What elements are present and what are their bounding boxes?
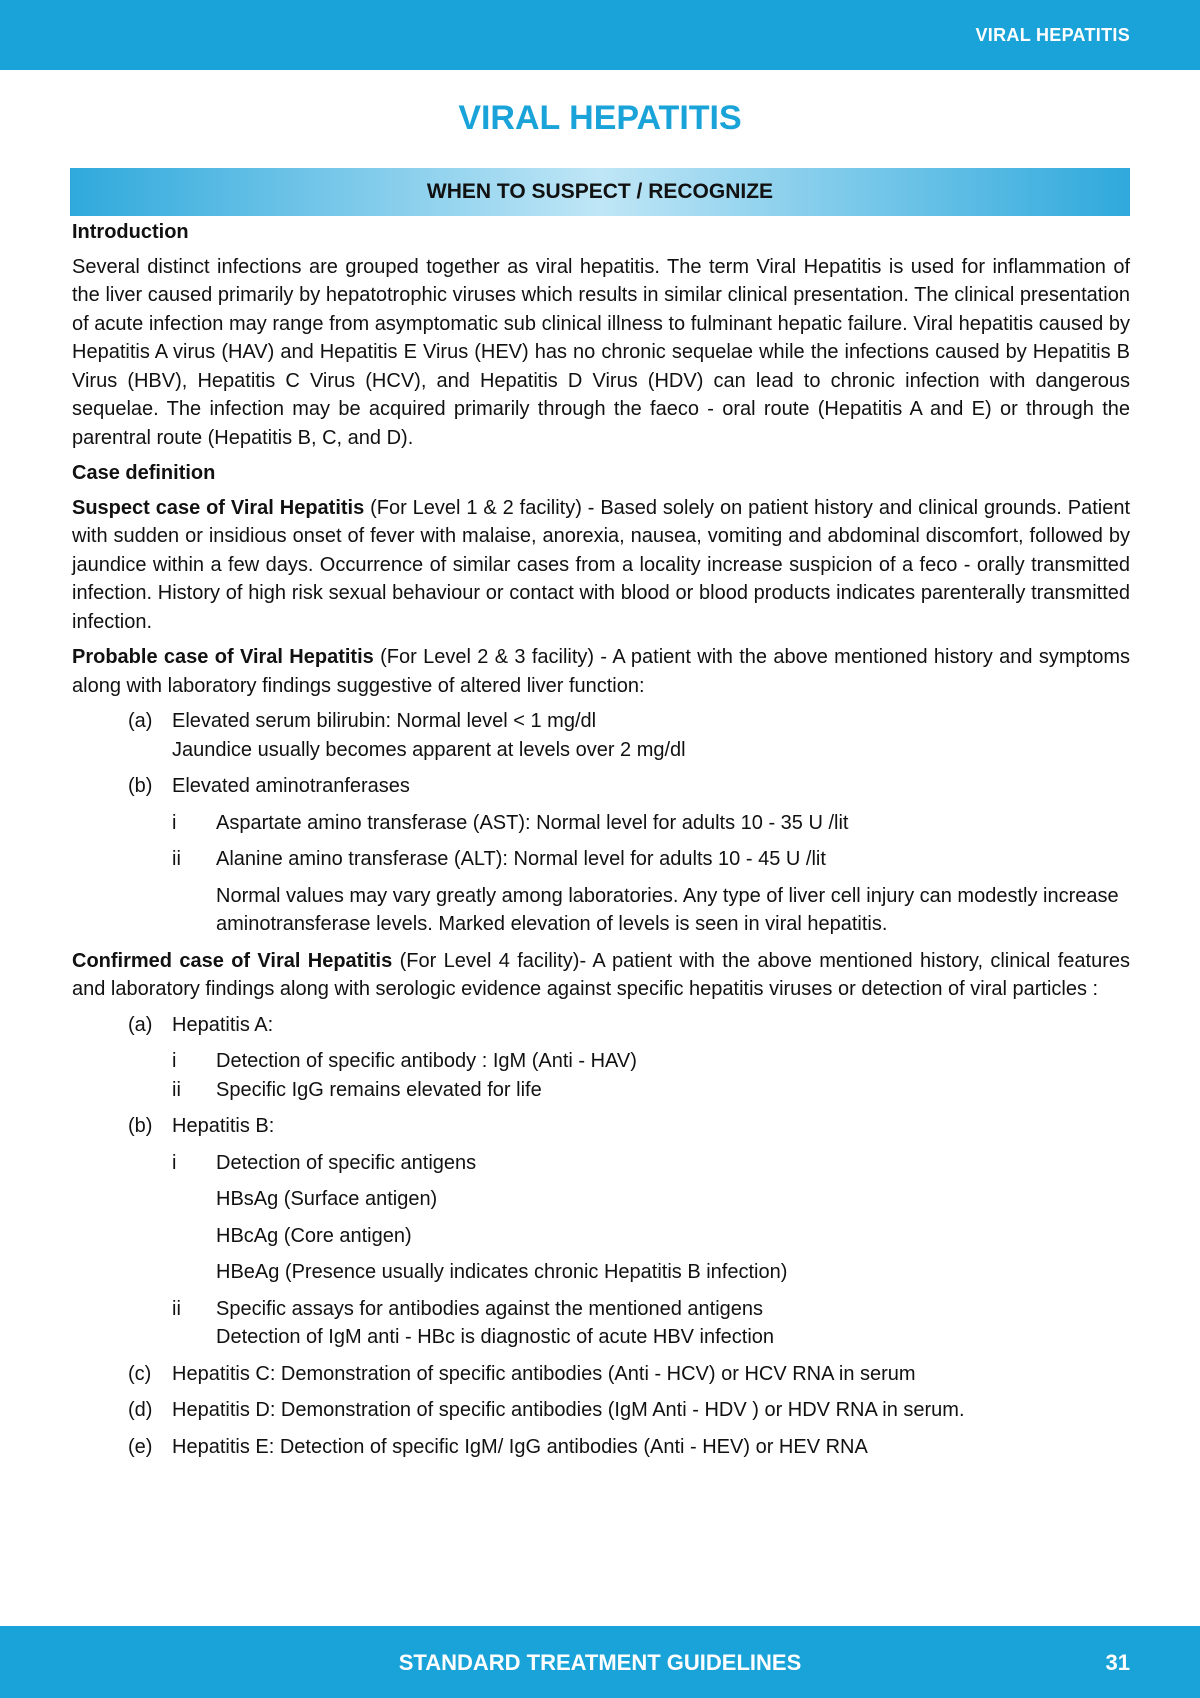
probable-case-paragraph xyxy=(72,643,1130,700)
suspect-case-paragraph xyxy=(72,494,1130,637)
sub-item xyxy=(172,809,1130,838)
hav-igm-text: Detection of specific antibody : IgM (Anti - HAV) xyxy=(216,1050,637,1072)
list-item xyxy=(128,1011,1130,1040)
list-item xyxy=(128,1360,1130,1389)
alt-text: Alanine amino transferase (ALT): Normal level for adults 10 - 45 U /lit xyxy=(216,848,826,870)
sub-item-label: ii xyxy=(172,1297,181,1320)
bilirubin-normal-text: Elevated serum bilirubin: Normal level < 1 mg/dl xyxy=(172,710,597,732)
confirmed-case-label: Confirmed case of Viral Hepatitis xyxy=(72,949,393,972)
sub-item xyxy=(172,1076,1130,1105)
list-item xyxy=(128,707,1130,764)
item-label: (b) xyxy=(128,775,153,797)
confirmed-case-text: (For Level 4 facility)- A patient with the above mentioned history, clinical features and laboratory findings along with serologic evidence against specific hepatitis viruses or detection of viral particles : xyxy=(72,949,1130,1000)
introduction-paragraph: Several distinct infections are grouped together as viral hepatitis. The term Viral Hepatitis is used for inflammation of the liver caused primarily by hepatotrophic viruses which results in similar clinical presentation. The clinical presentation of acute infection may range from asymptomatic sub clinical illness to fulminant hepatic failure. Viral hepatitis caused by Hepatitis A virus (HAV) and Hepatitis E Virus (HEV) has no chronic sequelae while the infections caused by Hepatitis B Virus (HBV), Hepatitis C Virus (HCV), and Hepatitis D Virus (HDV) can lead to chronic infection with dangerous sequelae. The infection may be acquired primarily through the faeco - oral route (Hepatitis A and E) or through the parentral route (Hepatitis B, C, and D). xyxy=(72,255,1130,449)
hepatitis-b-text: Hepatitis B: xyxy=(172,1115,275,1137)
probable-case-label: Probable case of Viral Hepatitis xyxy=(72,646,374,668)
suspect-case-label: Suspect case of Viral Hepatitis xyxy=(72,496,365,519)
confirmed-case-paragraph xyxy=(72,947,1130,1004)
probable-case-text: (For Level 2 & 3 facility) - A patient with the above mentioned history and symptoms along with laboratory findings suggestive of altered liver function: xyxy=(72,646,1130,697)
list-item xyxy=(128,1433,1130,1462)
sub-item-label: i xyxy=(172,1050,177,1072)
hbv-antibody-assays-text: Specific assays for antibodies against the mentioned antigens xyxy=(216,1297,764,1320)
section-heading-band: WHEN TO SUSPECT / RECOGNIZE xyxy=(70,168,1130,216)
hav-igg-text: Specific IgG remains elevated for life xyxy=(216,1078,542,1101)
hepatitis-d-text: Hepatitis D: Demonstration of specific antibodies (IgM Anti - HDV ) or HDV RNA in serum. xyxy=(172,1399,965,1421)
suspect-case-text: (For Level 1 & 2 facility) - Based solely on patient history and clinical grounds. Patient with sudden or insidious onset of fever with malaise, anorexia, nausea, vomiting and abdominal discomfort, followed by jaundice within a few days. Occurrence of similar cases from a locality increase suspicion of a feco - orally transmitted infection. History of high risk sexual behaviour or contact with blood or blood products indicates parenterally transmitted infection. xyxy=(72,496,1130,633)
sub-item xyxy=(172,1149,1130,1178)
top-header-bar xyxy=(0,0,1200,70)
ast-text: Aspartate amino transferase (AST): Normal level for adults 10 - 35 U /lit xyxy=(216,811,849,834)
sub-item-label: i xyxy=(172,811,177,834)
case-definition-heading: Case definition xyxy=(72,462,216,484)
sub-item-label: i xyxy=(172,1151,177,1174)
sub-item-label: ii xyxy=(172,848,181,870)
item-label: (b) xyxy=(128,1115,153,1137)
item-label: (e) xyxy=(128,1435,153,1458)
hbcag-text: HBcAg (Core antigen) xyxy=(216,1224,412,1247)
running-header-title: VIRAL HEPATITIS xyxy=(975,25,1130,45)
page-number: 31 xyxy=(1105,1650,1130,1675)
list-item xyxy=(128,772,1130,801)
lab-values-note: Normal values may vary greatly among laboratories. Any type of liver cell injury can modestly increase aminotransferase levels. Marked elevation of levels is seen in viral hepatitis. xyxy=(216,884,1119,935)
list-item xyxy=(128,1396,1130,1425)
item-label: (d) xyxy=(128,1399,153,1421)
hbv-antigens-text: Detection of specific antigens xyxy=(216,1151,477,1174)
hepatitis-e-text: Hepatitis E: Detection of specific IgM/ IgG antibodies (Anti - HEV) or HEV RNA xyxy=(172,1435,868,1458)
aminotransferases-text: Elevated aminotranferases xyxy=(172,775,410,797)
list-item xyxy=(128,1112,1130,1141)
hbv-igm-anti-hbc-text: Detection of IgM anti - HBc is diagnostic of acute HBV infection xyxy=(216,1326,775,1348)
footer-guide-title: STANDARD TREATMENT GUIDELINES xyxy=(398,1650,802,1675)
footer-bar xyxy=(0,1626,1200,1698)
hepatitis-a-text: Hepatitis A: xyxy=(172,1013,274,1036)
sub-item-label: ii xyxy=(172,1078,181,1101)
item-label: (a) xyxy=(128,1013,153,1036)
document-body xyxy=(72,218,1130,1469)
page-title: VIRAL HEPATITIS xyxy=(458,99,742,137)
item-label: (c) xyxy=(128,1362,152,1385)
sub-item xyxy=(172,845,1130,874)
sub-item xyxy=(172,1047,1130,1076)
item-label: (a) xyxy=(128,710,153,732)
hbeag-text: HBeAg (Presence usually indicates chronic Hepatitis B infection) xyxy=(216,1261,788,1283)
hbsag-text: HBsAg (Surface antigen) xyxy=(216,1188,438,1210)
sub-item xyxy=(172,1295,1130,1352)
bilirubin-jaundice-text: Jaundice usually becomes apparent at levels over 2 mg/dl xyxy=(172,738,686,761)
introduction-heading: Introduction xyxy=(72,221,189,243)
hepatitis-c-text: Hepatitis C: Demonstration of specific antibodies (Anti - HCV) or HCV RNA in serum xyxy=(172,1362,916,1385)
